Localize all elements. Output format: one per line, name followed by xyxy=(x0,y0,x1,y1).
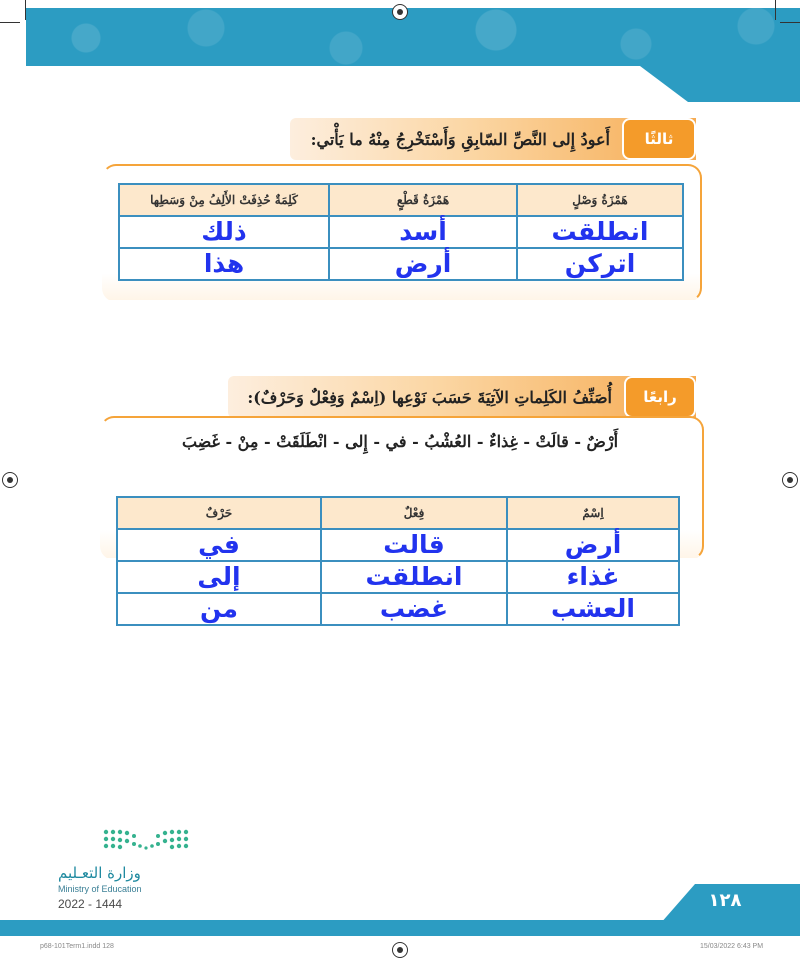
print-slug-file: p68-101Term1.indd 128 xyxy=(40,943,114,950)
section-3-instruction: أَعودُ إِلى النَّصِّ السّابِقِ وَأَسْتَخْرِجُ مِنْهُ ما يَأْتي: xyxy=(310,129,610,149)
ministry-logo-icon xyxy=(100,826,192,856)
top-banner-tab xyxy=(640,66,800,102)
answer-cell: ذلك xyxy=(119,216,329,248)
column-header-wasl: هَمْزَةُ وَصْلٍ xyxy=(517,184,683,216)
answer-cell: إلى xyxy=(117,561,321,593)
ministry-name-arabic: وزارة التعـليم xyxy=(58,864,141,882)
answer-cell: من xyxy=(117,593,321,625)
edition-year: 2022 - 1444 xyxy=(58,897,123,911)
table-row xyxy=(117,529,679,561)
answer-cell: انطلقت xyxy=(517,216,683,248)
section-4-header xyxy=(228,376,696,418)
answer-cell: اتركن xyxy=(517,248,683,280)
column-header-noun: اِسْمٌ xyxy=(507,497,679,529)
answer-cell: أرض xyxy=(507,529,679,561)
section-4-table xyxy=(116,496,680,626)
section-4-instruction: أُصَنِّفُ الكَلِماتِ الآتِيَةَ حَسَبَ نَوْعِها (اِسْمٌ وَفِعْلٌ وَحَرْفٌ): xyxy=(247,387,612,407)
crop-mark xyxy=(25,0,26,20)
table-row xyxy=(117,593,679,625)
crop-mark xyxy=(780,22,800,23)
answer-cell: غذاء xyxy=(507,561,679,593)
crop-mark xyxy=(775,0,776,20)
answer-cell: هذا xyxy=(119,248,329,280)
ministry-name-english: Ministry of Education xyxy=(58,884,142,894)
registration-mark-icon xyxy=(782,472,798,488)
table-row xyxy=(117,561,679,593)
registration-mark-icon xyxy=(392,942,408,958)
column-header-qat: هَمْزَةُ قَطْعٍ xyxy=(329,184,517,216)
column-header-particle: حَرْفٌ xyxy=(117,497,321,529)
registration-mark-icon xyxy=(392,4,408,20)
crop-mark xyxy=(0,22,20,23)
answer-cell: قالت xyxy=(321,529,507,561)
answer-cell: أرض xyxy=(329,248,517,280)
section-3-badge: ثالثًا xyxy=(622,118,696,160)
table-row xyxy=(119,216,683,248)
column-header-deleted-alif: كَلِمَةٌ حُذِفَتْ الأَلِفُ مِنْ وَسَطِها xyxy=(119,184,329,216)
page-number: ١٢٨ xyxy=(708,890,742,911)
section-3-header xyxy=(290,118,696,160)
answer-cell: في xyxy=(117,529,321,561)
answer-cell: غضب xyxy=(321,593,507,625)
table-header-row xyxy=(119,184,683,216)
answer-cell: العشب xyxy=(507,593,679,625)
table-row xyxy=(119,248,683,280)
registration-mark-icon xyxy=(2,472,18,488)
bottom-banner xyxy=(0,920,800,936)
print-slug-date: 15/03/2022 6:43 PM xyxy=(700,943,764,950)
answer-cell: انطلقت xyxy=(321,561,507,593)
answer-cell: أسد xyxy=(329,216,517,248)
section-3-table xyxy=(118,183,684,281)
word-list: أَرْضٌ - قالَتْ - غِذاءٌ - العُشْبُ - في - إِلى - انْطَلَقَتْ - مِنْ - غَضِبَ xyxy=(181,432,619,451)
top-banner xyxy=(26,8,800,66)
table-header-row xyxy=(117,497,679,529)
section-4-badge: رابعًا xyxy=(624,376,696,418)
column-header-verb: فِعْلٌ xyxy=(321,497,507,529)
